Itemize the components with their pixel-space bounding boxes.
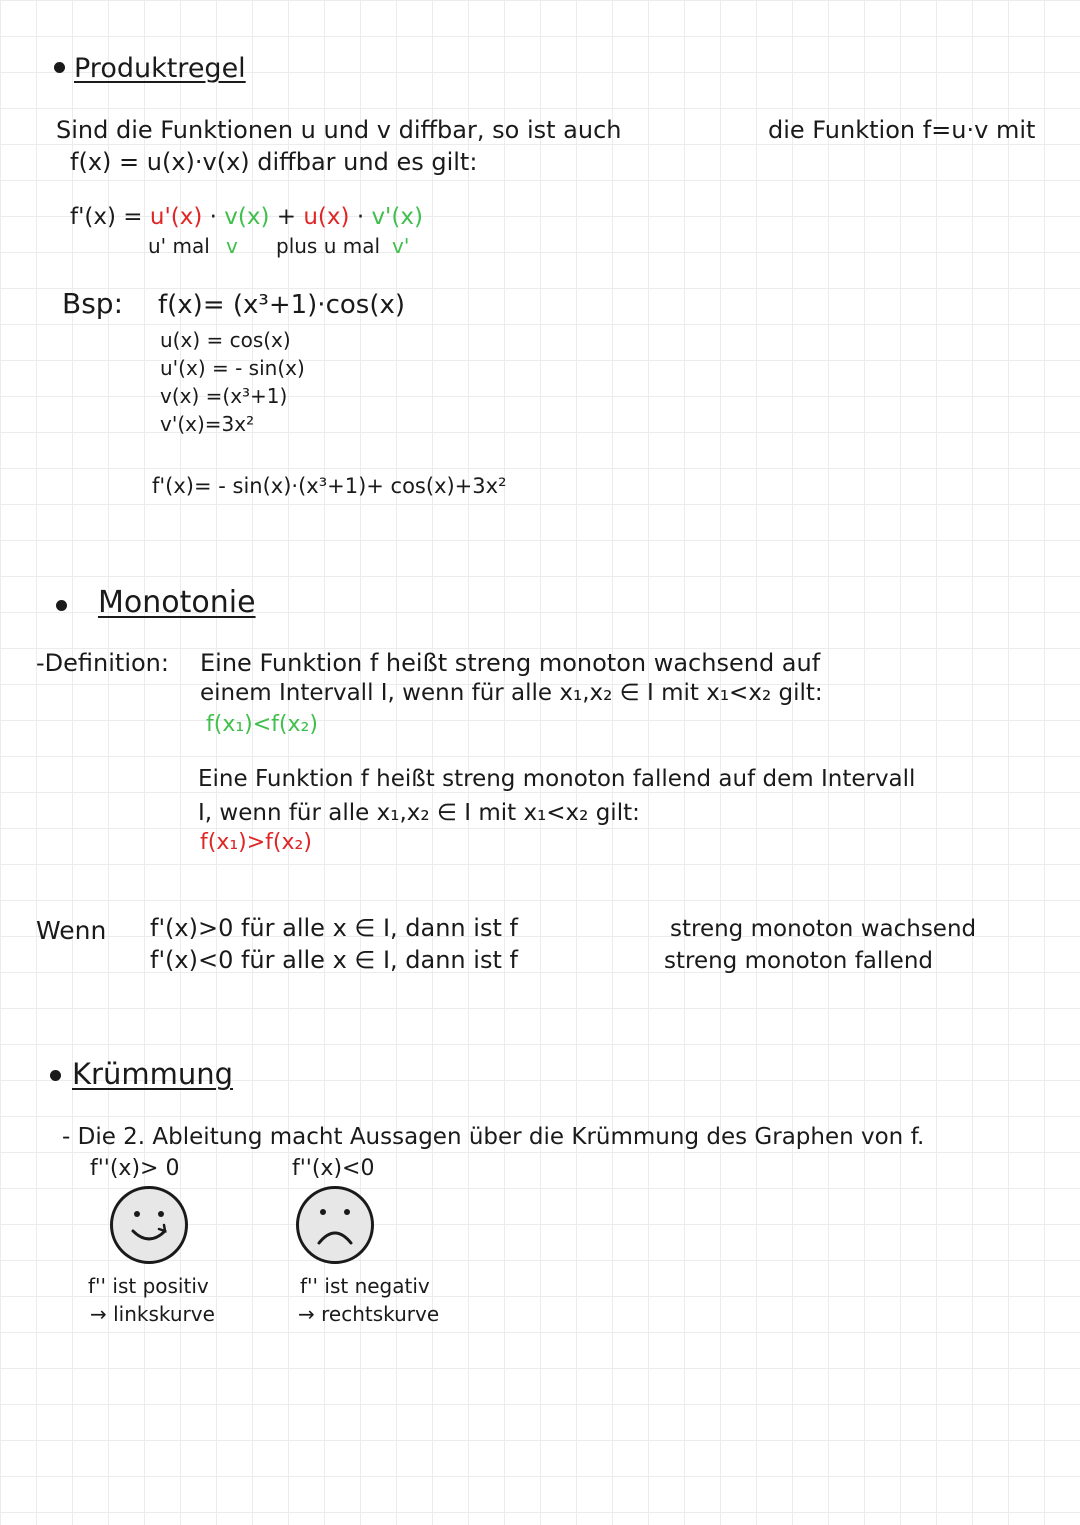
sad-face-icon [296,1186,374,1264]
bsp-v: v(x) =(x³+1) [160,384,288,408]
definition2-line2: I, wenn für alle x₁,x₂ ∈ I mit x₁<x₂ gilt: [198,800,640,826]
frown [299,1189,371,1261]
negative-text: f'' ist negativ [300,1274,430,1298]
formula-plus: + [276,204,297,230]
condition-positive: f'(x)>0 für alle x ∈ I, dann ist f [150,914,518,942]
bullet [54,62,65,73]
definition1-line1: Eine Funktion f heißt streng monoton wachsend auf [200,649,821,677]
definition-label: -Definition: [36,649,169,677]
bsp-result: f'(x)= - sin(x)·(x³+1)+ cos(x)+3x² [152,474,507,498]
formula-v: v(x) [224,204,270,230]
label-plus-u-mal: plus u mal [276,234,381,258]
label-v-prime: v' [392,234,410,258]
formula-prefix: f'(x) = [70,204,143,230]
condition-negative: f'(x)<0 für alle x ∈ I, dann ist f [150,946,518,974]
condition-positive-result: streng monoton wachsend [670,916,977,942]
bullet [50,1070,61,1081]
formula-dot: · [209,204,217,230]
condition-negative-result: streng monoton fallend [664,948,933,974]
condition-concave-up: f''(x)> 0 [90,1156,180,1181]
section-title-monotonie: Monotonie [98,585,256,620]
bsp-function: f(x)= (x³+1)·cos(x) [158,290,405,320]
bullet [56,600,67,611]
definition1-formula: f(x₁)<f(x₂) [206,712,318,737]
formula-v-prime: v'(x) [371,204,423,230]
bsp-label: Bsp: [62,287,124,320]
kruemmung-description: - Die 2. Ableitung macht Aussagen über die Krümmung des Graphen von f. [62,1124,925,1150]
bsp-u: u(x) = cos(x) [160,328,291,352]
positive-text: f'' ist positiv [88,1274,209,1298]
section-title-produktregel: Produktregel [74,53,246,84]
smile [113,1189,185,1261]
linkskurve-text: → linkskurve [90,1302,215,1326]
product-rule-formula [70,206,423,229]
condition-concave-down: f''(x)<0 [292,1156,375,1181]
wenn-label: Wenn [36,916,107,945]
produktregel-line2: f(x) = u(x)·v(x) diffbar und es gilt: [70,148,478,176]
happy-face-icon [110,1186,188,1264]
definition2-formula: f(x₁)>f(x₂) [200,830,312,855]
produktregel-line1-cont: die Funktion f=u·v mit [768,116,1036,144]
formula-dot: · [356,204,365,230]
bsp-u-prime: u'(x) = - sin(x) [160,356,305,380]
formula-u: u(x) [303,204,350,230]
formula-u-prime: u'(x) [149,204,203,230]
produktregel-line1: Sind die Funktionen u und v diffbar, so ist auch [56,116,622,144]
label-u-mal: u' mal [148,234,210,258]
definition2-line1: Eine Funktion f heißt streng monoton fallend auf dem Intervall [198,766,916,792]
label-v: v [226,234,238,258]
rechtskurve-text: → rechtskurve [298,1302,440,1326]
section-title-kruemmung: Krümmung [72,1057,233,1091]
bsp-v-prime: v'(x)=3x² [160,412,255,436]
definition1-line2: einem Intervall I, wenn für alle x₁,x₂ ∈ I mit x₁<x₂ gilt: [200,680,823,706]
